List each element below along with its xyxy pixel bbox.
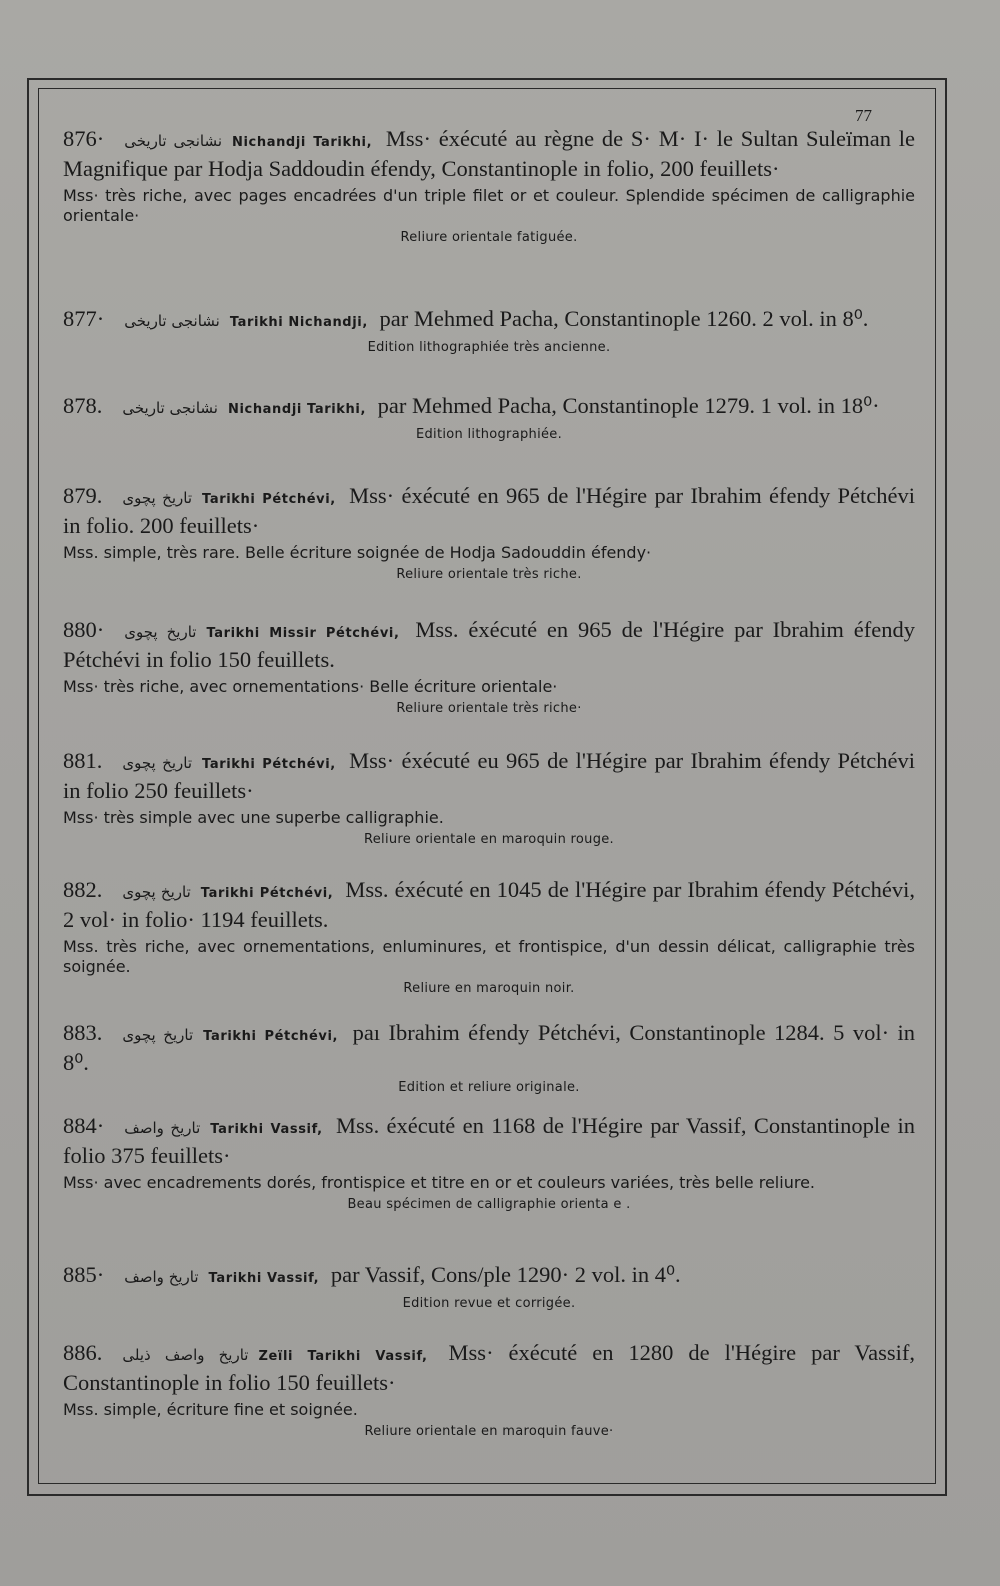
page-number: 77 — [855, 106, 872, 125]
transliterated-title: Tarikhi Pétchévi, — [203, 1029, 339, 1044]
binding-note: Beau spécimen de calligraphie orienta e . — [347, 1197, 631, 1212]
entry-description: Mss· avec encadrements dorés, frontispice et titre en or et couleurs variées, très belle reliure. — [63, 1173, 815, 1192]
transliterated-title: Tarikhi Pétchévi, — [202, 757, 336, 772]
arabic-title: تاریخ پچوی — [122, 1026, 194, 1044]
entry-number: 878. — [63, 393, 103, 418]
catalog-entry-885 — [63, 1262, 915, 1311]
entry-text: Mss· éxécuté eu 965 de l'Hégire par Ibrahim éfendy Pétchévi in folio 250 feuillets· — [63, 748, 916, 803]
catalog-entry-877 — [63, 306, 915, 355]
entry-text: Mss. éxécuté en 965 de l'Hégire par Ibrahim éfendy Pétchévi in folio 150 feuillets. — [63, 617, 915, 672]
binding-note: Edition revue et corrigée. — [402, 1296, 576, 1311]
catalog-entry-883 — [63, 1020, 915, 1095]
transliterated-title: Nichandji Tarikhi, — [232, 135, 373, 150]
entry-number: 881. — [63, 748, 103, 773]
entry-number: 880· — [63, 617, 105, 642]
catalog-entry-876 — [63, 126, 915, 245]
transliterated-title: Tarikhi Pétchévi, — [202, 492, 336, 507]
entry-text: par Mehmed Pacha, Constantinople 1279. 1 vol. in 18⁰· — [377, 393, 880, 418]
binding-note: Edition lithographiée très ancienne. — [367, 340, 611, 355]
arabic-title: تاریخ پچوی — [122, 754, 193, 772]
binding-note: Edition et reliure originale. — [398, 1080, 580, 1095]
entry-number: 884· — [63, 1113, 105, 1138]
binding-note: Reliure orientale fatiguée. — [400, 230, 578, 245]
binding-note: Reliure orientale très riche· — [396, 701, 582, 716]
entry-number: 876· — [63, 126, 105, 151]
transliterated-title: Tarikhi Nichandji, — [229, 315, 368, 330]
entry-number: 885· — [63, 1262, 105, 1287]
entry-description: Mss· très riche, avec pages encadrées d'un triple filet or et couleur. Splendide spécimen de calligraphie orientale· — [63, 186, 915, 225]
arabic-title: تاریخ واصف — [124, 1119, 201, 1137]
catalog-entry-886 — [63, 1340, 915, 1439]
transliterated-title: Tarikhi Vassif, — [210, 1122, 323, 1137]
arabic-title: تاریخ پچوی — [122, 489, 193, 507]
transliterated-title: Tarikhi Pétchévi, — [200, 886, 334, 901]
catalog-entry-881 — [63, 748, 915, 847]
binding-note: Reliure en maroquin noir. — [403, 981, 575, 996]
entry-text: Mss. éxécuté en 1168 de l'Hégire par Vassif, Constantinople in folio 375 feuillets· — [63, 1113, 915, 1168]
arabic-title: نشانجی تاریخی — [124, 132, 222, 150]
entry-text: Mss. éxécuté en 1045 de l'Hégire par Ibrahim éfendy Pétchévi, 2 vol· in folio· 1194 feuillets. — [63, 877, 916, 932]
entry-number: 886. — [63, 1340, 103, 1365]
entry-text: paı Ibrahim éfendy Pétchévi, Constantinople 1284. 5 vol· in 8⁰. — [63, 1020, 916, 1075]
entry-description: Mss. très riche, avec ornementations, enluminures, et frontispice, d'un dessin délicat, calligraphie très soignée. — [63, 937, 915, 976]
binding-note: Reliure orientale très riche. — [396, 567, 582, 582]
transliterated-title: Zeïli Tarikhi Vassif, — [258, 1349, 428, 1364]
entry-number: 882. — [63, 877, 103, 902]
catalog-entry-879 — [63, 483, 915, 582]
entry-number: 883. — [63, 1020, 103, 1045]
catalog-entry-878 — [63, 393, 915, 442]
entry-text: Mss· éxécuté au règne de S· M· I· le Sultan Suleïman le Magnifique par Hodja Saddoudin éfendy, Constantinople in folio, 200 feuillets· — [63, 126, 915, 181]
arabic-title: تاریخ پچوی — [124, 623, 197, 641]
arabic-title: نشانجی تاریخی — [124, 312, 220, 330]
catalog-entry-880 — [63, 617, 915, 716]
transliterated-title: Tarikhi Missir Pétchévi, — [206, 626, 400, 641]
entry-description: Mss· très riche, avec ornementations· Belle écriture orientale· — [63, 677, 558, 696]
entry-text: Mss· éxécuté en 965 de l'Hégire par Ibrahim éfendy Pétchévi in folio. 200 feuillets· — [63, 483, 916, 538]
entry-description: Mss· très simple avec une superbe calligraphie. — [63, 808, 444, 827]
entry-text: Mss· éxécuté en 1280 de l'Hégire par Vassif, Constantinople in folio 150 feuillets· — [63, 1340, 916, 1395]
binding-note: Edition lithographiée. — [415, 427, 563, 442]
entry-text: par Vassif, Cons/ple 1290· 2 vol. in 4⁰. — [330, 1262, 681, 1287]
binding-note: Reliure orientale en maroquin rouge. — [364, 832, 614, 847]
binding-note: Reliure orientale en maroquin fauve· — [364, 1424, 614, 1439]
entry-number: 877· — [63, 306, 105, 331]
transliterated-title: Nichandji Tarikhi, — [227, 402, 366, 417]
catalog-entry-882 — [63, 877, 915, 996]
catalog-entry-884 — [63, 1113, 915, 1212]
transliterated-title: Tarikhi Vassif, — [208, 1271, 320, 1286]
entry-description: Mss. simple, écriture fine et soignée. — [63, 1400, 358, 1419]
arabic-title: تاریخ واصف ذیلی — [122, 1346, 249, 1364]
entry-description: Mss. simple, très rare. Belle écriture soignée de Hodja Sadouddin éfendy· — [63, 543, 652, 562]
arabic-title: نشانجی تاریخی — [122, 399, 218, 417]
entry-number: 879. — [63, 483, 103, 508]
arabic-title: تاریخ پچوی — [122, 883, 191, 901]
entry-text: par Mehmed Pacha, Constantinople 1260. 2 vol. in 8⁰. — [379, 306, 869, 331]
arabic-title: تاریخ واصف — [124, 1268, 199, 1286]
